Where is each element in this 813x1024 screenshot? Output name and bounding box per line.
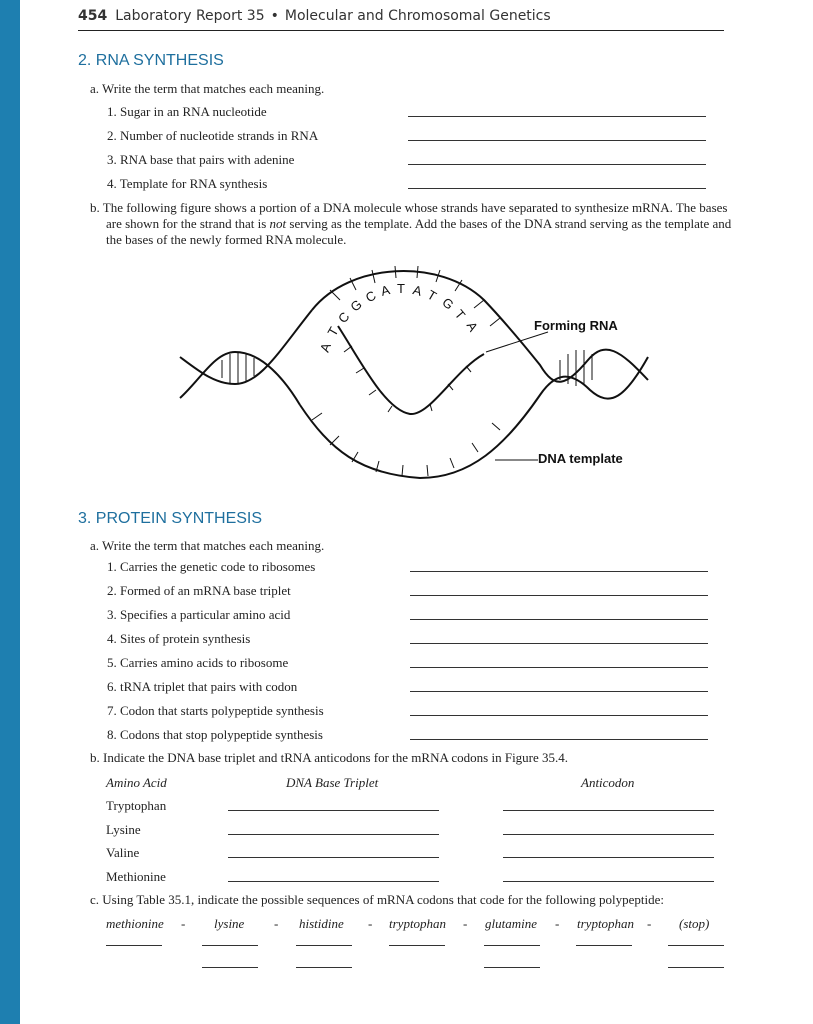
anticodon-line-1[interactable]	[503, 810, 714, 811]
codon-line[interactable]	[106, 945, 162, 946]
codon-line[interactable]	[202, 967, 258, 968]
chain-amino-acid: tryptophan	[389, 916, 447, 931]
rna-item: 4. Template for RNA synthesis	[107, 176, 268, 191]
protein-answer-line-5[interactable]	[410, 667, 708, 668]
chain-separator: -	[647, 916, 652, 931]
rna-a-intro: a. Write the term that matches each meaning.	[90, 81, 325, 96]
protein-answer-line-2[interactable]	[410, 595, 708, 596]
base-letter: C	[334, 309, 353, 326]
rna-item: 1. Sugar in an RNA nucleotide	[107, 104, 267, 119]
base-letter: G	[347, 296, 365, 315]
base-letter: G	[439, 294, 457, 313]
protein-item: 7. Codon that starts polypeptide synthesis	[107, 703, 324, 718]
base-letter: T	[424, 287, 440, 304]
base-letter: A	[463, 318, 481, 335]
rna-b-text-not: not	[269, 216, 287, 231]
col-header-amino-acid: Amino Acid	[106, 775, 167, 790]
protein-item: 1. Carries the genetic code to ribosomes	[107, 559, 316, 574]
rna-b-text-part1: b. The following figure shows a portion of a DNA molecule whose strands have separated to synthesize mRNA. The bases are shown for the strand that is	[90, 200, 728, 231]
protein-item: 3. Specifies a particular amino acid	[107, 607, 291, 622]
dna-template-label: DNA template	[538, 451, 623, 466]
page-number: 454	[78, 8, 108, 24]
rna-item: 2. Number of nucleotide strands in RNA	[107, 128, 319, 143]
amino-acid-name: Methionine	[106, 869, 166, 884]
chain-separator: -	[555, 916, 560, 931]
chain-amino-acid: lysine	[214, 916, 245, 931]
anticodon-line-3[interactable]	[503, 857, 714, 858]
base-letter: A	[316, 340, 334, 355]
chain-amino-acid: methionine	[106, 916, 164, 931]
chain-amino-acid: glutamine	[485, 916, 537, 931]
chain-amino-acid: histidine	[299, 916, 344, 931]
base-letter: T	[397, 281, 405, 296]
codon-line[interactable]	[296, 967, 352, 968]
codon-line[interactable]	[668, 945, 724, 946]
base-letter: A	[411, 282, 424, 299]
codon-line[interactable]	[296, 945, 352, 946]
anticodon-line-2[interactable]	[503, 834, 714, 835]
protein-answer-line-4[interactable]	[410, 643, 708, 644]
chain-separator: -	[274, 916, 279, 931]
protein-item: 2. Formed of an mRNA base triplet	[107, 583, 291, 598]
dna-triplet-line-1[interactable]	[228, 810, 439, 811]
amino-acid-name: Lysine	[106, 822, 141, 837]
codon-line[interactable]	[484, 945, 540, 946]
dna-triplet-line-2[interactable]	[228, 834, 439, 835]
chain-separator: -	[368, 916, 373, 931]
protein-item: 8. Codons that stop polypeptide synthesis	[107, 727, 323, 742]
protein-answer-line-3[interactable]	[410, 619, 708, 620]
protein-section-title: 3. PROTEIN SYNTHESIS	[78, 510, 263, 527]
chain-separator: -	[463, 916, 468, 931]
protein-answer-line-7[interactable]	[410, 715, 708, 716]
codon-line[interactable]	[389, 945, 445, 946]
protein-answer-line-6[interactable]	[410, 691, 708, 692]
col-header-dna-triplet: DNA Base Triplet	[286, 775, 379, 790]
protein-item: 5. Carries amino acids to ribosome	[107, 655, 289, 670]
chain-separator: -	[181, 916, 186, 931]
rna-item: 3. RNA base that pairs with adenine	[107, 152, 295, 167]
chain-amino-acid: (stop)	[679, 916, 710, 931]
protein-answer-line-8[interactable]	[410, 739, 708, 740]
rna-b-text-part2: serving as the template. Add the bases of the DNA strand serving as the template and the bases of the newly formed RNA molecule.	[106, 216, 732, 247]
chain-amino-acid: tryptophan	[577, 916, 635, 931]
codon-line[interactable]	[484, 967, 540, 968]
base-letter: A	[379, 282, 392, 299]
amino-acid-name: Valine	[106, 845, 140, 860]
rna-section-title: 2. RNA SYNTHESIS	[78, 52, 224, 69]
protein-item: 6. tRNA triplet that pairs with codon	[107, 679, 298, 694]
protein-c-intro: c. Using Table 35.1, indicate the possible sequences of mRNA codons that code for the following polypeptide:	[90, 892, 664, 907]
anticodon-line-4[interactable]	[503, 881, 714, 882]
dna-left-strand-lower	[180, 352, 300, 405]
protein-b-intro: b. Indicate the DNA base triplet and tRNA anticodons for the mRNA codons in Figure 35.4.	[90, 750, 569, 765]
amino-acid-name: Tryptophan	[106, 798, 167, 813]
codon-line[interactable]	[202, 945, 258, 946]
base-letter: T	[451, 306, 469, 323]
protein-a-intro: a. Write the term that matches each meaning.	[90, 538, 325, 553]
base-letter: C	[362, 287, 379, 306]
protein-item: 4. Sites of protein synthesis	[107, 631, 251, 646]
codon-line[interactable]	[576, 945, 632, 946]
codon-line[interactable]	[668, 967, 724, 968]
report-subject: Molecular and Chromosomal Genetics	[284, 8, 551, 24]
col-header-anticodon: Anticodon	[581, 775, 635, 790]
base-letter: T	[324, 324, 342, 339]
dna-triplet-line-4[interactable]	[228, 881, 439, 882]
bullet-icon: •	[270, 8, 279, 24]
forming-rna-label: Forming RNA	[534, 318, 618, 333]
report-title: Laboratory Report 35	[115, 8, 265, 24]
dna-triplet-line-3[interactable]	[228, 857, 439, 858]
protein-answer-line-1[interactable]	[410, 571, 708, 572]
